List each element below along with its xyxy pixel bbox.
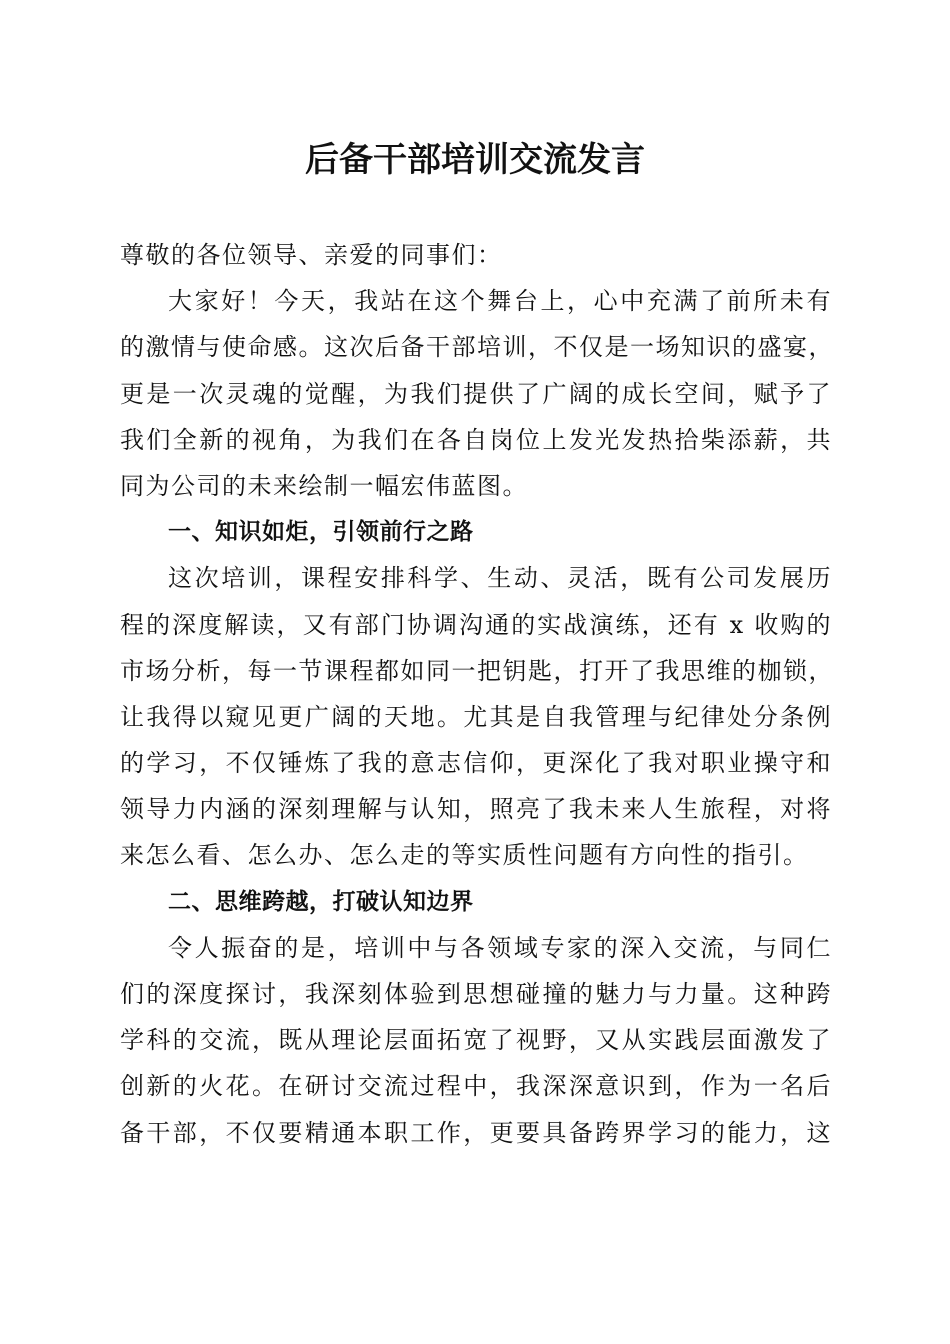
paragraph-line: 创新的火花。在研讨交流过程中，我深深意识到，作为一名后	[120, 1072, 832, 1101]
document-title: 后备干部培训交流发言	[305, 140, 645, 180]
paragraph-line: 我们全新的视角，为我们在各自岗位上发光发热拾柴添薪，共	[120, 425, 832, 454]
document-body	[120, 232, 832, 1156]
paragraph-line: 大家好！今天，我站在这个舞台上，心中充满了前所未有	[168, 287, 832, 316]
paragraph-line: 让我得以窥见更广阔的天地。尤其是自我管理与纪律处分条例	[120, 702, 832, 731]
salutation: 尊敬的各位领导、亲爱的同事们：	[120, 241, 503, 269]
paragraph-line: 们的深度探讨，我深刻体验到思想碰撞的魅力与力量。这种跨	[120, 980, 832, 1008]
paragraph-line: 令人振奋的是，培训中与各领域专家的深入交流，与同仁	[168, 933, 832, 962]
paragraph-line: 的激情与使命感。这次后备干部培训，不仅是一场知识的盛宴，	[120, 333, 834, 362]
paragraph-line: 领导力内涵的深刻理解与认知，照亮了我未来人生旅程，对将	[120, 795, 832, 824]
section-heading-1: 一、知识如炬，引领前行之路	[168, 519, 474, 546]
paragraph-line: 的学习，不仅锤炼了我的意志信仰，更深化了我对职业操守和	[120, 749, 832, 778]
paragraph-line: 同为公司的未来绘制一幅宏伟蓝图。	[120, 471, 528, 500]
paragraph-line: 来怎么看、怎么办、怎么走的等实质性问题有方向性的指引。	[120, 841, 809, 870]
paragraph-line: 学科的交流，既从理论层面拓宽了视野，又从实践层面激发了	[120, 1026, 832, 1055]
paragraph-line: 更是一次灵魂的觉醒，为我们提供了广阔的成长空间，赋予了	[120, 379, 832, 408]
paragraph-line: 程的深度解读，又有部门协调沟通的实战演练，还有 x 收购的	[120, 610, 832, 639]
section-heading-2: 二、思维跨越，打破认知边界	[168, 888, 474, 915]
paragraph-line: 备干部，不仅要精通本职工作，更要具备跨界学习的能力，这	[120, 1118, 832, 1147]
paragraph-line: 市场分析，每一节课程都如同一把钥匙，打开了我思维的枷锁，	[120, 656, 834, 685]
paragraph-line: 这次培训，课程安排科学、生动、灵活，既有公司发展历	[168, 564, 832, 593]
